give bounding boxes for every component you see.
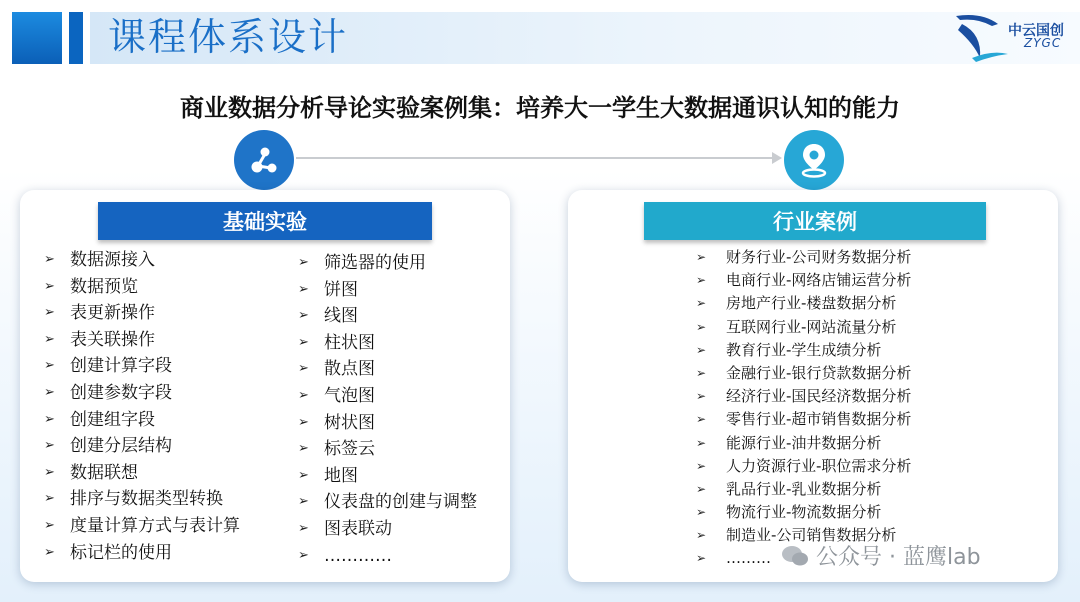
list-item: [44, 301, 284, 328]
list-item: [696, 501, 1036, 524]
bullet-arrow-icon: ➢: [44, 491, 55, 507]
list-item: [298, 304, 498, 331]
list-item-label: 数据源接入: [70, 250, 155, 270]
list-item-label: 创建组字段: [70, 409, 155, 430]
list-item-label: ………: [726, 549, 771, 568]
list-item-label: 表关联操作: [70, 329, 155, 350]
list-item: [298, 544, 498, 571]
list-item: [298, 517, 498, 544]
bullet-arrow-icon: ➢: [298, 281, 309, 297]
basic-experiments-heading: 基础实验: [98, 202, 432, 240]
bullet-arrow-icon: ➢: [696, 296, 707, 311]
basic-list-col1: [44, 248, 284, 567]
bullet-arrow-icon: ➢: [696, 528, 707, 543]
list-item-label: 饼图: [324, 279, 358, 300]
bullet-arrow-icon: ➢: [298, 547, 309, 563]
bullet-arrow-icon: ➢: [298, 520, 309, 536]
bullet-arrow-icon: ➢: [298, 414, 309, 430]
basic-list-col2: [298, 251, 498, 570]
bullet-arrow-icon: ➢: [44, 305, 55, 321]
list-item-label: 乳品行业-乳业数据分析: [726, 479, 882, 498]
list-item: [696, 478, 1036, 501]
header-accent-stripe: [69, 12, 83, 64]
list-item-label: 筛选器的使用: [324, 253, 426, 273]
list-item-label: 互联网行业-网站流量分析: [726, 317, 897, 336]
bullet-arrow-icon: ➢: [696, 435, 707, 450]
bullet-arrow-icon: ➢: [696, 365, 707, 380]
bullet-arrow-icon: ➢: [44, 331, 55, 347]
list-item-label: 房地产行业-楼盘数据分析: [726, 294, 897, 313]
list-item: [44, 408, 284, 435]
list-item: [44, 434, 284, 461]
list-item-label: 仪表盘的创建与调整: [324, 492, 477, 513]
list-item: [298, 251, 498, 278]
bullet-arrow-icon: ➢: [696, 342, 707, 357]
list-item: [696, 385, 1036, 408]
basic-experiments-panel: [20, 190, 510, 582]
bullet-arrow-icon: ➢: [44, 438, 55, 454]
list-item-label: 标签云: [324, 439, 375, 460]
wechat-icon: [780, 544, 810, 568]
bullet-arrow-icon: ➢: [696, 481, 707, 496]
industry-cases-heading: 行业案例: [644, 202, 986, 240]
list-item: [696, 339, 1036, 362]
list-item-label: 零售行业-超市销售数据分析: [726, 410, 912, 429]
industry-list: [696, 246, 1036, 571]
list-item: [44, 514, 284, 541]
industry-cases-panel: [568, 190, 1058, 582]
bullet-arrow-icon: ➢: [44, 358, 55, 374]
list-item-label: 柱状图: [324, 332, 375, 353]
list-item-label: 散点图: [324, 359, 375, 380]
header-accent-block: [12, 12, 62, 64]
page-subtitle: 商业数据分析导论实验案例集：培养大一学生大数据通识认知的能力: [180, 94, 900, 122]
bullet-arrow-icon: ➢: [44, 544, 55, 560]
list-item-label: 地图: [324, 465, 358, 486]
list-item: [44, 541, 284, 568]
bullet-arrow-icon: ➢: [44, 384, 55, 400]
list-item: [44, 487, 284, 514]
list-item: [44, 461, 284, 488]
bullet-arrow-icon: ➢: [298, 308, 309, 324]
bullet-arrow-icon: ➢: [298, 494, 309, 510]
bullet-arrow-icon: ➢: [44, 517, 55, 533]
list-item-label: …………: [324, 545, 392, 566]
location-pin-icon: [784, 130, 844, 190]
bullet-arrow-icon: ➢: [696, 389, 707, 404]
bullet-arrow-icon: ➢: [696, 250, 707, 264]
list-item: [298, 384, 498, 411]
bullet-arrow-icon: ➢: [44, 252, 55, 267]
list-item-label: 气泡图: [324, 385, 375, 406]
list-item-label: 制造业-公司销售数据分析: [726, 526, 897, 545]
list-item-label: 图表联动: [324, 518, 392, 539]
watermark-text: 公众号 · 蓝鹰lab: [816, 545, 981, 570]
list-item-label: 经济行业-国民经济数据分析: [726, 387, 912, 406]
bullet-arrow-icon: ➢: [44, 278, 55, 294]
logo-text-cn: 中云国创: [1008, 23, 1064, 39]
list-item: [696, 292, 1036, 315]
list-item: [696, 408, 1036, 431]
list-item-label: 表更新操作: [70, 303, 155, 324]
list-item: [298, 437, 498, 464]
bullet-arrow-icon: ➢: [696, 551, 707, 566]
list-item: [298, 278, 498, 305]
watermark: [780, 540, 981, 571]
page-title: 课程体系设计: [108, 15, 349, 59]
list-item: [298, 464, 498, 491]
list-item-label: 数据预览: [70, 276, 138, 297]
list-item: [298, 411, 498, 438]
bullet-arrow-icon: ➢: [696, 412, 707, 427]
list-item-label: 金融行业-银行贷款数据分析: [726, 363, 912, 382]
list-item: [298, 357, 498, 384]
bullet-arrow-icon: ➢: [298, 361, 309, 377]
network-nodes-icon: [234, 130, 294, 190]
list-item: [696, 432, 1036, 455]
bullet-arrow-icon: ➢: [298, 387, 309, 403]
bullet-arrow-icon: ➢: [696, 319, 707, 334]
list-item-label: 创建分层结构: [70, 436, 172, 457]
list-item-label: 度量计算方式与表计算: [70, 515, 240, 536]
bullet-arrow-icon: ➢: [44, 464, 55, 480]
list-item: [696, 455, 1036, 478]
list-item-label: 能源行业-油井数据分析: [726, 433, 882, 452]
list-item: [44, 328, 284, 355]
bullet-arrow-icon: ➢: [696, 273, 707, 288]
connector-line: [296, 157, 774, 159]
list-item-label: 人力资源行业-职位需求分析: [726, 456, 912, 475]
list-item-label: 财务行业-公司财务数据分析: [726, 248, 912, 266]
list-item-label: 创建计算字段: [70, 356, 172, 377]
bullet-arrow-icon: ➢: [696, 458, 707, 473]
list-item-label: 教育行业-学生成绩分析: [726, 340, 882, 359]
bullet-arrow-icon: ➢: [298, 334, 309, 350]
list-item-label: 电商行业-网络店铺运营分析: [726, 271, 912, 290]
arrow-right-icon: [772, 152, 782, 164]
bullet-arrow-icon: ➢: [298, 467, 309, 483]
list-item: [696, 362, 1036, 385]
list-item: [44, 248, 284, 275]
bullet-arrow-icon: ➢: [298, 441, 309, 457]
logo-text-en: ZYGC: [1024, 36, 1062, 50]
bullet-arrow-icon: ➢: [44, 411, 55, 427]
list-item: [298, 331, 498, 358]
list-item: [696, 316, 1036, 339]
list-item: [44, 354, 284, 381]
list-item: [696, 269, 1036, 292]
list-item-label: 树状图: [324, 412, 375, 433]
list-item-label: 线图: [324, 306, 358, 327]
list-item-label: 物流行业-物流数据分析: [726, 503, 882, 522]
list-item-label: 排序与数据类型转换: [70, 489, 223, 510]
list-item: [298, 490, 498, 517]
list-item-label: 数据联想: [70, 462, 138, 483]
bullet-arrow-icon: ➢: [696, 505, 707, 520]
bullet-arrow-icon: ➢: [298, 255, 309, 270]
list-item: [696, 246, 1036, 269]
list-item-label: 标记栏的使用: [70, 542, 172, 563]
list-item: [44, 275, 284, 302]
list-item: [44, 381, 284, 408]
list-item-label: 创建参数字段: [70, 382, 172, 403]
